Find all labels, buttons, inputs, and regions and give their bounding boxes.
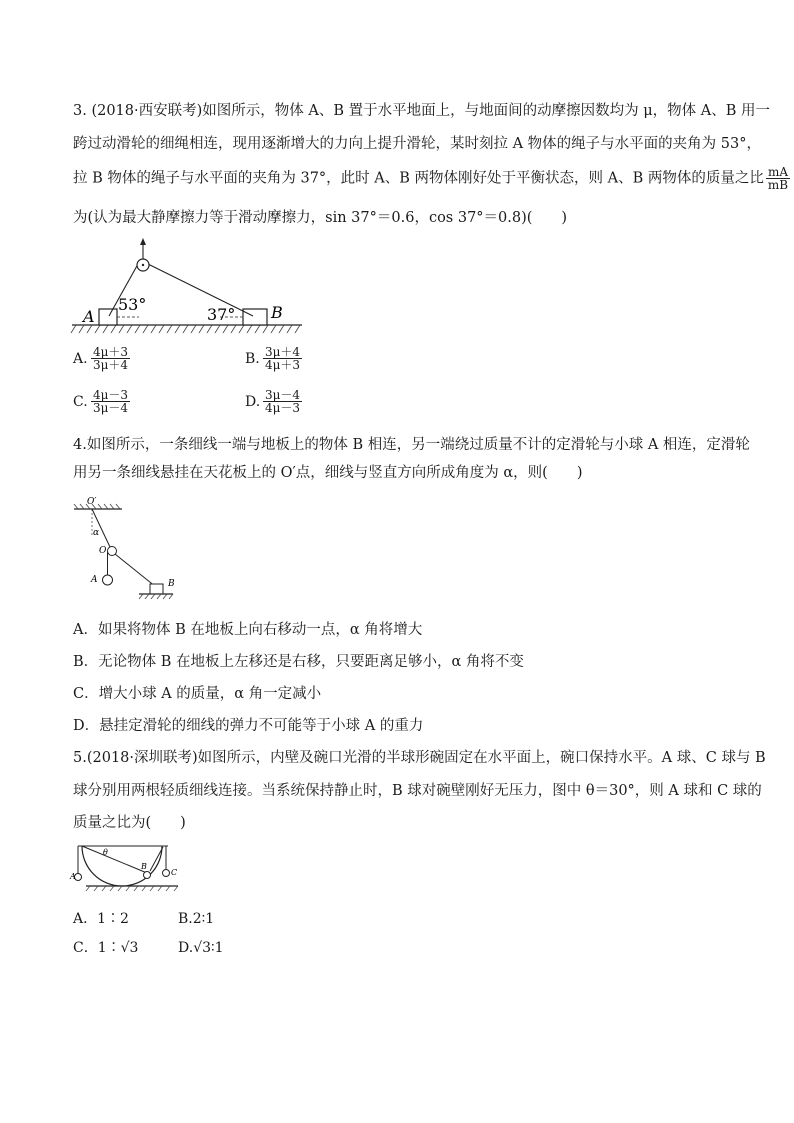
- q3-option-c-num: 4μ－3: [93, 388, 129, 402]
- q3-option-c-label: C.: [73, 393, 88, 410]
- label-a: A: [70, 872, 76, 881]
- q3-option-c: [73, 389, 132, 414]
- q3-option-b-label: B.: [245, 350, 260, 367]
- q3-option-b: [245, 346, 304, 371]
- string-a-b: [82, 846, 147, 873]
- block-b: [243, 309, 267, 325]
- q3-option-a-num: 4μ＋3: [93, 345, 129, 359]
- q5-text-line-2: 球分别用两根轻质细线连接。当系统保持静止时，B 球对碗壁刚好无压力，图中 θ＝30°，则 A 球和 C 球的: [73, 783, 762, 799]
- q5-option-a-label: A．: [73, 911, 98, 927]
- q3-option-c-value: [91, 389, 130, 414]
- q4-option-b: B．无论物体 B 在地板上左移还是右移，只要距离足够小，α 角将不变: [73, 654, 524, 670]
- rope-to-b: [148, 264, 253, 316]
- q3-text-line-3-body: 拉 B 物体的绳子与水平面的夹角为 37°，此时 A、B 两物体刚好处于平衡状态，则 A、B 两物体的质量之比: [73, 170, 764, 187]
- label-b: B: [141, 862, 147, 871]
- q4-option-a: A．如果将物体 B 在地板上向右移动一点，α 角将增大: [73, 622, 423, 638]
- q3-option-a-label: A.: [73, 350, 88, 367]
- q3-option-d: [245, 389, 304, 414]
- block-a: [99, 309, 117, 325]
- q3-option-c-den: 3μ－4: [93, 401, 129, 415]
- label-a: A: [83, 307, 95, 326]
- q5-option-d-text: √3∶1: [193, 940, 224, 956]
- q3-option-a-value: [91, 346, 130, 371]
- q5-option-b: [178, 909, 214, 929]
- q5-option-b-label: B.: [178, 911, 193, 927]
- q4-text-line-1: 4.如图所示，一条细线一端与地板上的物体 B 相连，另一端绕过质量不计的定滑轮与小球 A 相连，定滑轮: [73, 437, 750, 453]
- block-b: [150, 584, 163, 594]
- label-a: A: [91, 575, 98, 585]
- q5-option-c-text: 1∶√3: [97, 940, 139, 956]
- bowl: [82, 846, 162, 886]
- angle-37: 37°: [207, 305, 236, 324]
- q3-figure: [70, 238, 310, 338]
- ball-b: [144, 872, 151, 879]
- q3-ratio-numerator: mA: [766, 166, 790, 179]
- q5-option-b-text: 2∶1: [192, 911, 215, 927]
- angle-53: 53°: [118, 295, 147, 314]
- label-c: C: [171, 868, 178, 877]
- q3-option-d-value: [263, 389, 302, 414]
- label-o-prime: O′: [87, 497, 97, 507]
- q4-text-line-2: 用另一条细线悬挂在天花板上的 O′点，细线与竖直方向所成角度为 α，则( ): [73, 465, 583, 481]
- q3-option-b-num: 3μ＋4: [265, 345, 301, 359]
- q3-text-line-3: [73, 166, 792, 191]
- q4-option-c: C．增大小球 A 的质量，α 角一定减小: [73, 686, 322, 702]
- label-o: O: [99, 546, 107, 556]
- q3-ratio-denominator: mB: [767, 178, 789, 192]
- q5-text-line-3: 质量之比为( ): [73, 815, 186, 831]
- q5-option-a: [73, 909, 129, 929]
- q3-text-line-2: 跨过动滑轮的细绳相连，现用逐渐增大的力向上提升滑轮，某时刻拉 A 物体的绳子与水平面的夹角为 53°，: [73, 136, 761, 152]
- q5-option-d: [178, 938, 224, 958]
- q5-option-d-label: D.: [178, 940, 194, 956]
- q3-option-a: [73, 346, 132, 371]
- q3-option-b-den: 4μ＋3: [265, 358, 301, 372]
- q3-option-d-label: D.: [245, 393, 261, 410]
- q3-option-b-value: [263, 346, 302, 371]
- q5-option-c: [73, 938, 138, 958]
- q3-text-line-1: 3. (2018·西安联考)如图所示，物体 A、B 置于水平地面上，与地面间的动摩擦因数均为 μ，物体 A、B 用一: [73, 103, 770, 119]
- q3-option-d-den: 4μ－3: [265, 401, 301, 415]
- q3-option-d-num: 3μ－4: [265, 388, 301, 402]
- line-to-block-b: [115, 554, 156, 587]
- q3-text-line-4: 为(认为最大静摩擦力等于滑动摩擦力，sin 37°＝0.6，cos 37°＝0.8)( ): [73, 210, 568, 226]
- label-theta: θ: [103, 848, 108, 857]
- ball-a: [103, 575, 113, 585]
- q5-option-c-label: C．: [73, 940, 98, 956]
- label-b: B: [168, 579, 175, 589]
- q4-figure: [72, 496, 182, 606]
- q5-figure: [70, 843, 182, 895]
- q5-text-line-1: 5.(2018·深圳联考)如图所示，内壁及碗口光滑的半球形碗固定在水平面上，碗口保持水平。A 球、C 球与 B: [73, 750, 766, 766]
- label-b: B: [271, 303, 283, 322]
- q5-option-a-text: 1∶2: [97, 911, 129, 927]
- q3-option-a-den: 3μ＋4: [93, 358, 129, 372]
- q4-option-d: D．悬挂定滑轮的细线的弹力不可能等于小球 A 的重力: [73, 718, 424, 734]
- q3-mass-ratio: [766, 166, 790, 191]
- ball-c: [163, 870, 170, 877]
- label-alpha: α: [93, 528, 100, 538]
